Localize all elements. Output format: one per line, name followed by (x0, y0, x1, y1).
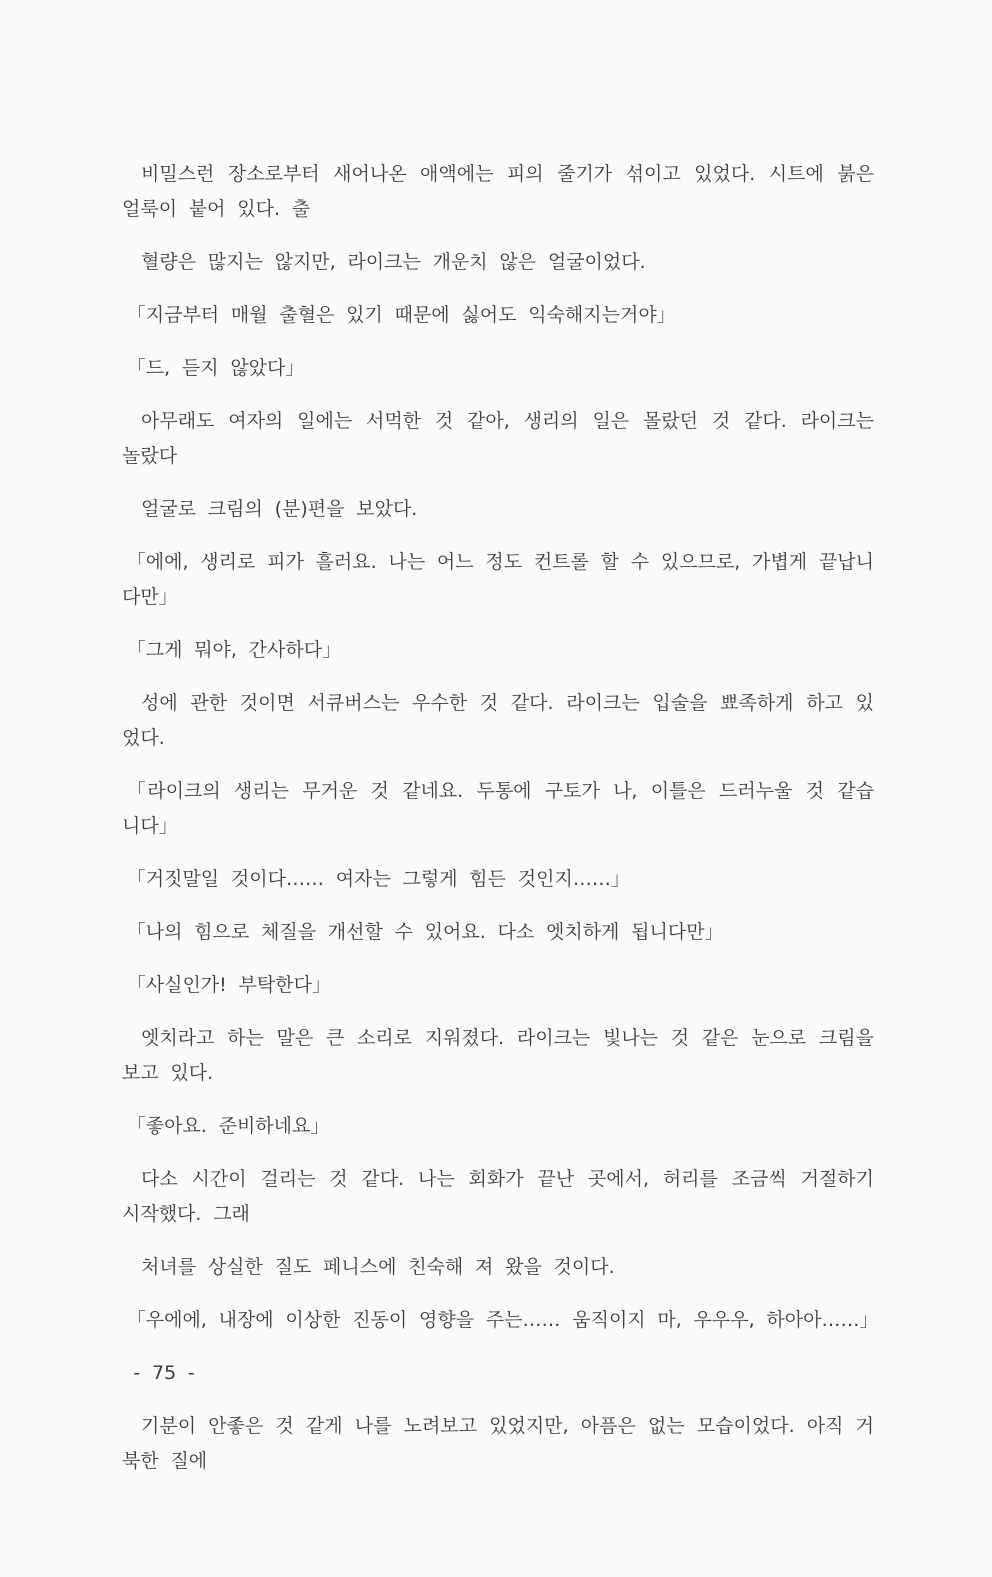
paragraph: 기분이 안좋은 것 같게 나를 노려보고 있었지만, 아픔은 없는 모습이었다. 아직 거북한 질에 (122, 1415, 874, 1472)
dialogue-line: 「나의 힘으로 체질을 개선할 수 있어요. 다소 엣치하게 됩니다만」 (126, 921, 724, 943)
dialogue-line: 「사실인가! 부탁한다」 (126, 974, 331, 996)
dialogue-line: 「거짓말일 것이다…… 여자는 그렇게 힘든 것인지……」 (126, 868, 630, 890)
paragraph: 비밀스런 장소로부터 새어나온 애액에는 피의 줄기가 섞이고 있었다. 시트에 붉은 얼룩이 붙어 있다. 출 (122, 163, 874, 220)
dialogue-line: 「드, 듣지 않았다」 (126, 357, 305, 379)
paragraph: 성에 관한 것이면 서큐버스는 우수한 것 같다. 라이크는 입술을 뾰족하게 하고 있었다. (122, 692, 874, 749)
dialogue-line: 「그게 뭐야, 간사하다」 (126, 639, 342, 661)
dialogue-line: 「우에에, 내장에 이상한 진동이 영향을 주는…… 움직이지 마, 우우우, 하아아……」 (126, 1309, 879, 1331)
paragraph: 아무래도 여자의 일에는 서먹한 것 같아, 생리의 일은 몰랐던 것 같다. 라이크는 놀랐다 (122, 410, 874, 467)
paragraph: 처녀를 상실한 질도 페니스에 친숙해 져 왔을 것이다. (141, 1256, 615, 1278)
dialogue-line: 「지금부터 매월 출혈은 있기 때문에 싫어도 익숙해지는거야」 (126, 304, 676, 326)
paragraph: 엣치라고 하는 말은 큰 소리로 지워졌다. 라이크는 빛나는 것 같은 눈으로 크림을 보고 있다. (122, 1027, 874, 1084)
paragraph: 다소 시간이 걸리는 것 같다. 나는 회화가 끝난 곳에서, 허리를 조금씩 거절하기 시작했다. 그래 (122, 1168, 874, 1225)
dialogue-line: 「라이크의 생리는 무거운 것 같네요. 두통에 구토가 나, 이틀은 드러누울 것 같습니다」 (122, 780, 874, 837)
paragraph: 얼굴로 크림의 (분)편을 보았다. (141, 498, 418, 520)
dialogue-line: 「에에, 생리로 피가 흘러요. 나는 어느 정도 컨트롤 할 수 있으므로, 가볍게 끝납니다만」 (122, 551, 874, 608)
page-number: - 75 - (133, 1362, 195, 1384)
paragraph: 혈량은 많지는 않지만, 라이크는 개운치 않은 얼굴이었다. (141, 251, 646, 273)
dialogue-line: 「좋아요. 준비하네요」 (126, 1115, 330, 1137)
